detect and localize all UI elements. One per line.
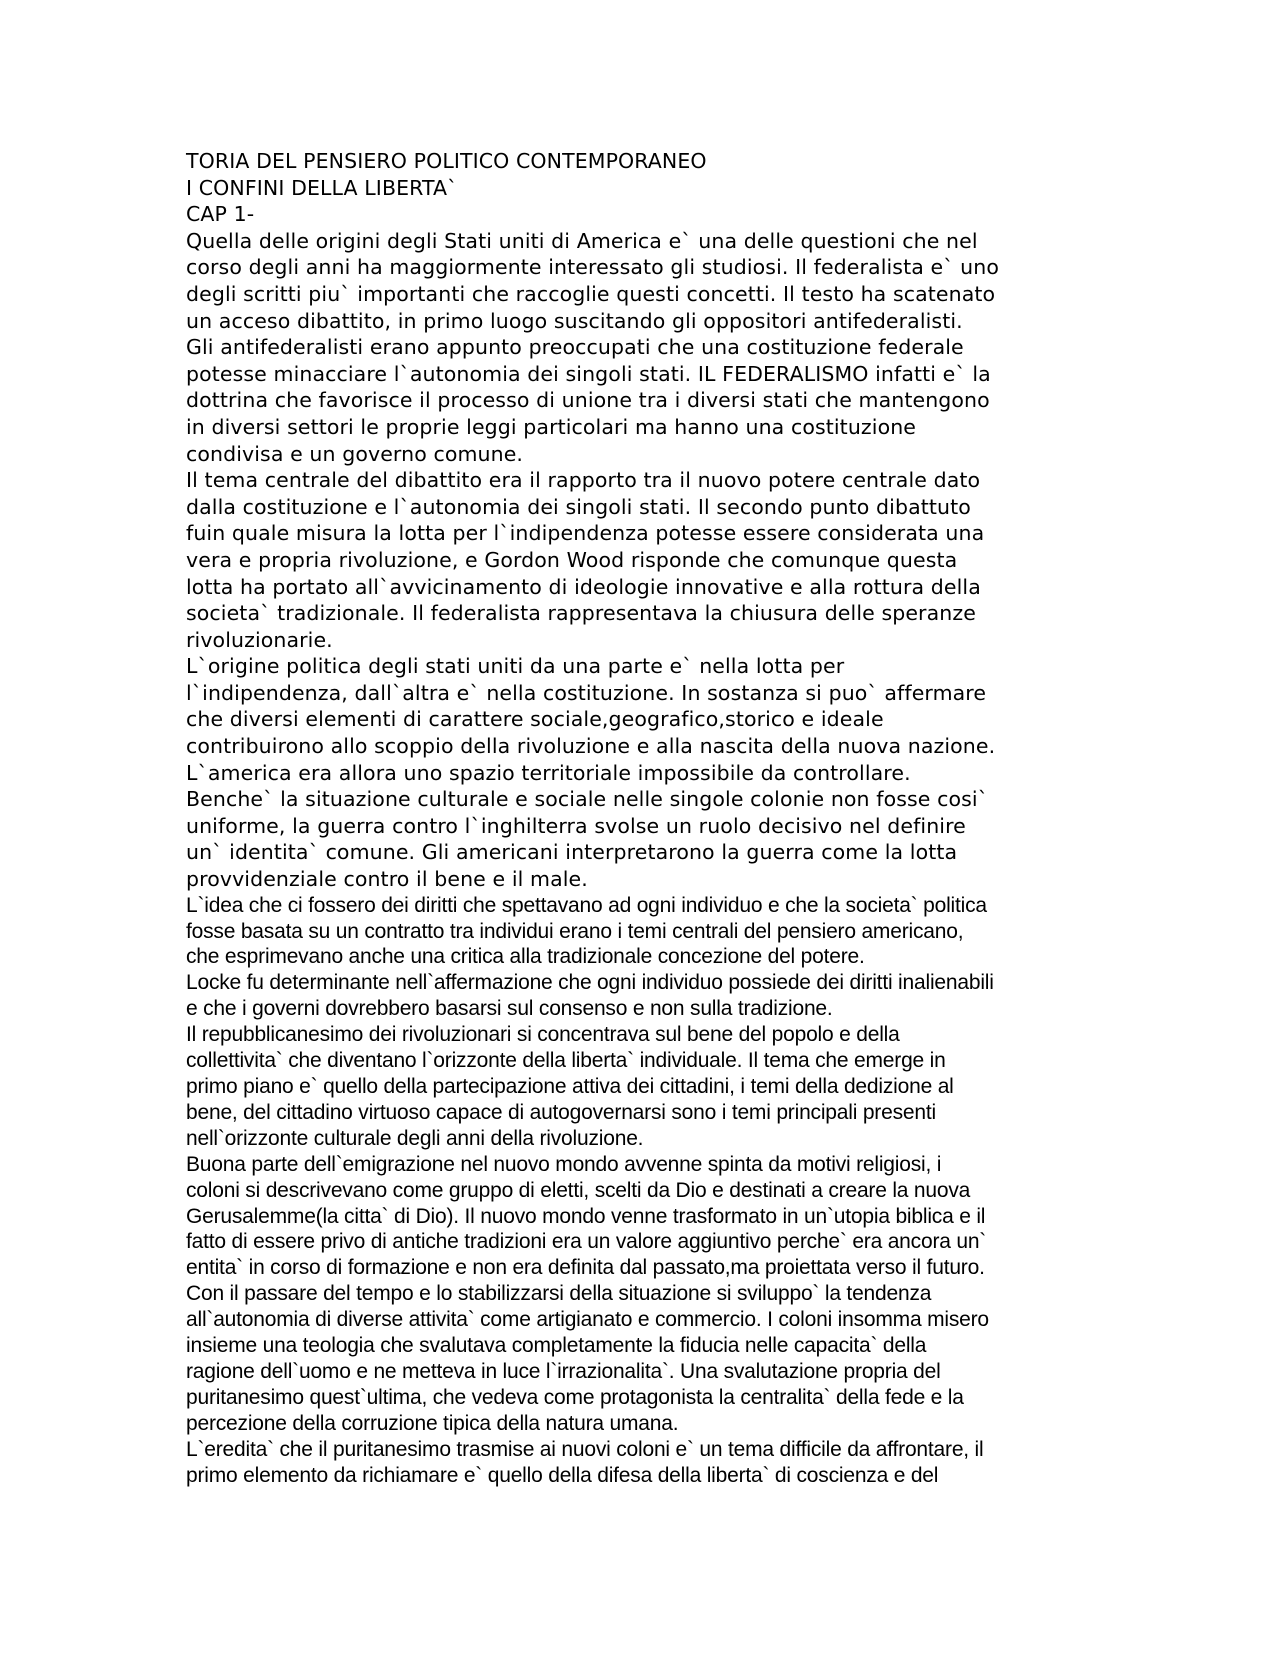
text-line: primo piano e` quello della partecipazione attiva dei cittadini, i temi della dedizione al <box>186 1074 954 1098</box>
text-line: condivisa e un governo comune. <box>186 441 524 466</box>
document-subtitle: I CONFINI DELLA LIBERTA` <box>186 175 458 200</box>
text-line: rivoluzionarie. <box>186 627 333 652</box>
text-line: corso degli anni ha maggiormente interessato gli studiosi. Il federalista e` uno <box>186 255 999 280</box>
text-line: e che i governi dovrebbero basarsi sul consenso e non sulla tradizione. <box>186 997 833 1021</box>
text-line: ragione dell`uomo e ne metteva in luce l`irrazionalita`. Una svalutazione propria del <box>186 1359 941 1383</box>
text-line: all`autonomia di diverse attivita` come artigianato e commercio. I coloni insomma misero <box>186 1308 989 1332</box>
text-line: bene, del cittadino virtuoso capace di autogovernarsi sono i temi principali presenti <box>186 1100 936 1124</box>
text-line: L`eredita` che il puritanesimo trasmise ai nuovi coloni e` un tema difficile da affrontare, il <box>186 1437 984 1461</box>
text-line: L`idea che ci fossero dei diritti che spettavano ad ogni individuo e che la societa` politica <box>186 893 987 917</box>
text-line: fatto di essere privo di antiche tradizioni era un valore aggiuntivo perche` era ancora un` <box>186 1230 987 1254</box>
text-line: insieme una teologia che svalutava completamente la fiducia nelle capacita` della <box>186 1334 927 1358</box>
text-line: Il tema centrale del dibattito era il rapporto tra il nuovo potere centrale dato <box>186 468 981 493</box>
text-line: puritanesimo quest`ultima, che vedeva come protagonista la centralita` della fede e la <box>186 1385 964 1409</box>
chapter-label: CAP 1- <box>186 202 255 227</box>
text-line: un` identita` comune. Gli americani interpretarono la guerra come la lotta <box>186 840 958 865</box>
text-line: dalla costituzione e l`autonomia dei singoli stati. Il secondo punto dibattuto <box>186 494 971 519</box>
text-line: Benche` la situazione culturale e sociale nelle singole colonie non fosse cosi` <box>186 787 989 812</box>
heading-block <box>186 148 1186 228</box>
text-line: L`origine politica degli stati uniti da una parte e` nella lotta per <box>186 654 845 679</box>
text-line: lotta ha portato all`avvicinamento di ideologie innovative e alla rottura della <box>186 574 981 599</box>
text-line: Il repubblicanesimo dei rivoluzionari si concentrava sul bene del popolo e della <box>186 1023 900 1047</box>
sans-text-block <box>186 228 1186 893</box>
text-line: in diversi settori le proprie leggi particolari ma hanno una costituzione <box>186 414 917 439</box>
text-line: Gerusalemme(la citta` di Dio). Il nuovo mondo venne trasformato in un`utopia biblica e il <box>186 1204 986 1228</box>
text-line: fuin quale misura la lotta per l`indipendenza potesse essere considerata una <box>186 521 985 546</box>
text-line: primo elemento da richiamare e` quello della difesa della liberta` di coscienza e del <box>186 1463 939 1487</box>
text-line: collettivita` che diventano l`orizzonte della liberta` individuale. Il tema che emerge in <box>186 1049 946 1073</box>
text-line: l`indipendenza, dall`altra e` nella costituzione. In sostanza si puo` affermare <box>186 680 987 705</box>
text-line: coloni si descrivevano come gruppo di eletti, scelti da Dio e destinati a creare la nuova <box>186 1178 971 1202</box>
text-line: che esprimevano anche una critica alla tradizionale concezione del potere. <box>186 945 865 969</box>
text-line: vera e propria rivoluzione, e Gordon Wood risponde che comunque questa <box>186 547 958 572</box>
text-line: che diversi elementi di carattere sociale,geografico,storico e ideale <box>186 707 884 732</box>
text-line: Locke fu determinante nell`affermazione che ogni individuo possiede dei diritti inalienabili <box>186 971 994 995</box>
text-line: entita` in corso di formazione e non era definita dal passato,ma proiettata verso il futuro. <box>186 1256 985 1280</box>
text-line: un acceso dibattito, in primo luogo suscitando gli oppositori antifederalisti. <box>186 308 963 333</box>
document-body <box>186 148 1186 1488</box>
text-line: nell`orizzonte culturale degli anni della rivoluzione. <box>186 1126 644 1150</box>
text-line: Gli antifederalisti erano appunto preoccupati che una costituzione federale <box>186 335 964 360</box>
text-line: degli scritti piu` importanti che raccoglie questi concetti. Il testo ha scatenato <box>186 281 996 306</box>
text-line: uniforme, la guerra contro l`inghilterra svolse un ruolo decisivo nel definire <box>186 813 966 838</box>
text-line: L`america era allora uno spazio territoriale impossibile da controllare. <box>186 760 911 785</box>
serifless-text-block <box>186 893 1186 1489</box>
text-line: Buona parte dell`emigrazione nel nuovo mondo avvenne spinta da motivi religiosi, i <box>186 1152 942 1176</box>
text-line: Quella delle origini degli Stati uniti di America e` una delle questioni che nel <box>186 228 978 253</box>
text-line: provvidenziale contro il bene e il male. <box>186 867 588 892</box>
document-title: TORIA DEL PENSIERO POLITICO CONTEMPORANEO <box>186 149 707 173</box>
text-line: Con il passare del tempo e lo stabilizzarsi della situazione si sviluppo` la tendenza <box>186 1282 932 1306</box>
text-line: contribuirono allo scoppio della rivoluzione e alla nascita della nuova nazione. <box>186 734 996 759</box>
text-line: societa` tradizionale. Il federalista rappresentava la chiusura delle speranze <box>186 601 976 626</box>
text-line: fosse basata su un contratto tra individui erano i temi centrali del pensiero americano, <box>186 919 964 943</box>
text-line: percezione della corruzione tipica della natura umana. <box>186 1411 679 1435</box>
text-line: potesse minacciare l`autonomia dei singoli stati. IL FEDERALISMO infatti e` la <box>186 361 991 386</box>
text-line: dottrina che favorisce il processo di unione tra i diversi stati che mantengono <box>186 388 990 413</box>
